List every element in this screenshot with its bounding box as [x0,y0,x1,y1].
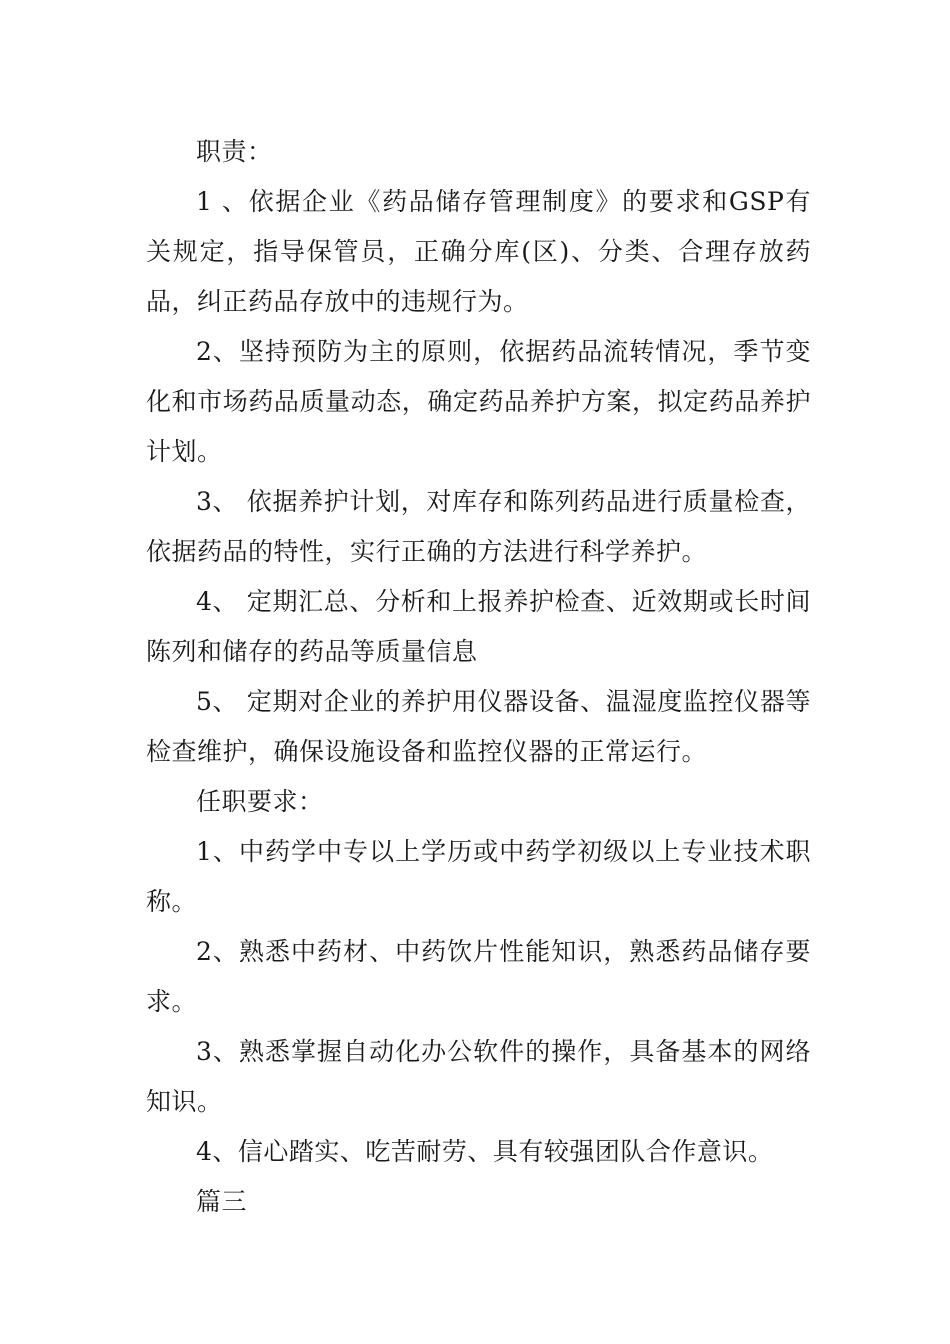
duty-item-1: 1 、依据企业《药品储存管理制度》的要求和GSP有关规定，指导保管员，正确分库(区)、分类、合理存放药品，纠正药品存放中的违规行为。 [146,187,811,316]
requirement-item-4: 4、信心踏实、吃苦耐劳、具有较强团队合作意识。 [196,1137,774,1166]
duty-item-3: 3、 依据养护计划，对库存和陈列药品进行质量检查，依据药品的特性，实行正确的方法进行科学养护。 [146,487,811,566]
requirement-item-3: 3、熟悉掌握自动化办公软件的操作，具备基本的网络知识。 [146,1037,811,1116]
document-body [146,127,811,1227]
duty-item-5: 5、 定期对企业的养护用仪器设备、温湿度监控仪器等检查维护，确保设施设备和监控仪器的正常运行。 [146,687,811,766]
duty-item-2: 2、坚持预防为主的原则，依据药品流转情况，季节变化和市场药品质量动态，确定药品养护方案，拟定药品养护计划。 [146,337,811,466]
heading-requirements: 任职要求： [196,787,324,816]
duty-item-4: 4、 定期汇总、分析和上报养护检查、近效期或长时间陈列和储存的药品等质量信息 [146,587,811,666]
requirement-item-1: 1、中药学中专以上学历或中药学初级以上专业技术职称。 [146,837,811,916]
requirement-item-2: 2、熟悉中药材、中药饮片性能知识，熟悉药品储存要求。 [146,937,811,1016]
heading-duties: 职责： [196,137,273,166]
section-heading-part-three: 篇三 [196,1187,248,1216]
